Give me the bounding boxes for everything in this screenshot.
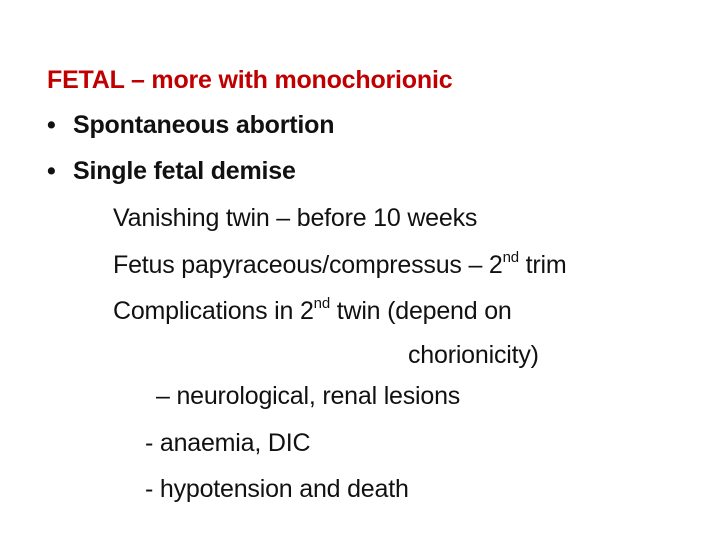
complications-text: Complications in 2	[113, 297, 314, 325]
fetus-text-end: trim	[518, 251, 567, 279]
bullet-marker: •	[47, 111, 56, 139]
ordinal-suffix: nd	[502, 248, 519, 266]
slide-heading: FETAL – more with monochorionic	[47, 66, 453, 94]
complications-line	[113, 296, 512, 326]
bullet-text: Spontaneous abortion	[73, 111, 335, 139]
hypotension-line: - hypotension and death	[145, 475, 409, 503]
bullet-item	[47, 110, 334, 140]
complications-text-end: twin (depend on	[329, 297, 512, 325]
ordinal-suffix: nd	[313, 294, 330, 312]
bullet-text: Single fetal demise	[73, 157, 296, 185]
neurological-line: – neurological, renal lesions	[156, 382, 461, 410]
bullet-marker: •	[47, 157, 56, 185]
chorionicity-line: chorionicity)	[408, 341, 539, 369]
fetus-text: Fetus papyraceous/compressus – 2	[113, 251, 503, 279]
fetus-papyraceous-line	[113, 250, 567, 280]
bullet-item	[47, 156, 296, 186]
anaemia-line: - anaemia, DIC	[145, 429, 311, 457]
vanishing-twin-line: Vanishing twin – before 10 weeks	[113, 204, 478, 232]
